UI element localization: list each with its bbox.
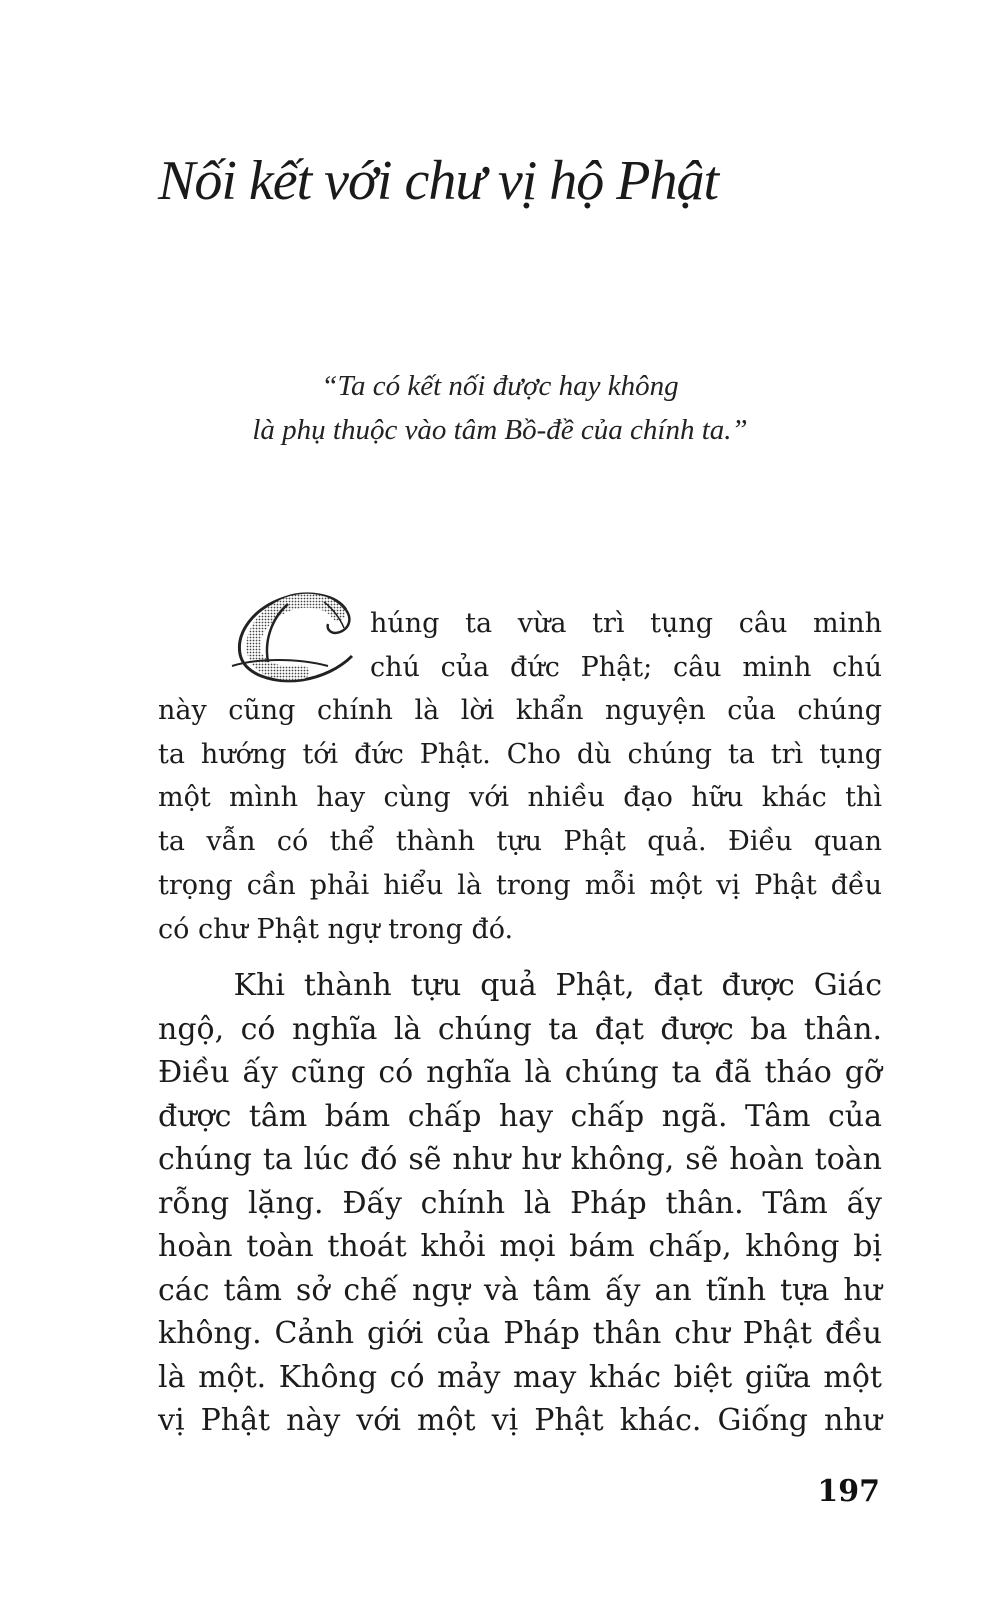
paragraph-1 [158, 689, 882, 951]
text-line: Điều ấy cũng có nghĩa là chúng ta đã tháo gỡ [158, 1055, 882, 1090]
text-line: hoàn toàn thoát khỏi mọi bám chấp, không bị [158, 1229, 882, 1264]
paragraph-1-lead [370, 602, 882, 689]
page-number: 197 [817, 1474, 880, 1509]
text-line: các tâm sở chế ngự và tâm ấy an tĩnh tựa hư [158, 1272, 882, 1308]
text-line: chúng ta lúc đó sẽ như hư không, sẽ hoàn toàn [158, 1142, 882, 1177]
text-line: được tâm bám chấp hay chấp ngã. Tâm của [158, 1098, 882, 1134]
text-line: húng ta vừa trì tụng câu minh [370, 608, 882, 639]
dropcap-letter [228, 588, 366, 688]
text-line: này cũng chính là lời khẩn nguyện của chúng [158, 695, 882, 726]
text-line: trọng cần phải hiểu là trong mỗi một vị Phật đều [158, 869, 882, 901]
text-line: ngộ, có nghĩa là chúng ta đạt được ba thân. [158, 1011, 882, 1047]
text-line: chú của đức Phật; câu minh chú [370, 651, 882, 683]
text-line: Khi thành tựu quả Phật, đạt được Giác [158, 968, 882, 1003]
text-line: là một. Không có mảy may khác biệt giữa một [158, 1359, 882, 1395]
text-line: ta vẫn có thể thành tựu Phật quả. Điều quan [158, 826, 882, 858]
text-line: không. Cảnh giới của Pháp thân chư Phật đều [158, 1316, 882, 1351]
epigraph-line: là phụ thuộc vào tâm Bồ-đề của chính ta.” [252, 414, 748, 446]
text-line: có chư Phật ngự trong đó. [158, 913, 514, 945]
paragraph-2 [158, 964, 882, 1443]
text-line: ta hướng tới đức Phật. Cho dù chúng ta trì tụng [158, 738, 882, 770]
chapter-title: Nối kết với chư vị hộ Phật [158, 150, 719, 212]
text-line: một mình hay cùng với nhiều đạo hữu khác thì [158, 782, 882, 814]
epigraph-line: “Ta có kết nối được hay không [321, 370, 679, 402]
text-line: vị Phật này với một vị Phật khác. Giống như [158, 1403, 882, 1438]
epigraph-quote [120, 364, 880, 452]
text-line: rỗng lặng. Đấy chính là Pháp thân. Tâm ấy [158, 1185, 882, 1221]
